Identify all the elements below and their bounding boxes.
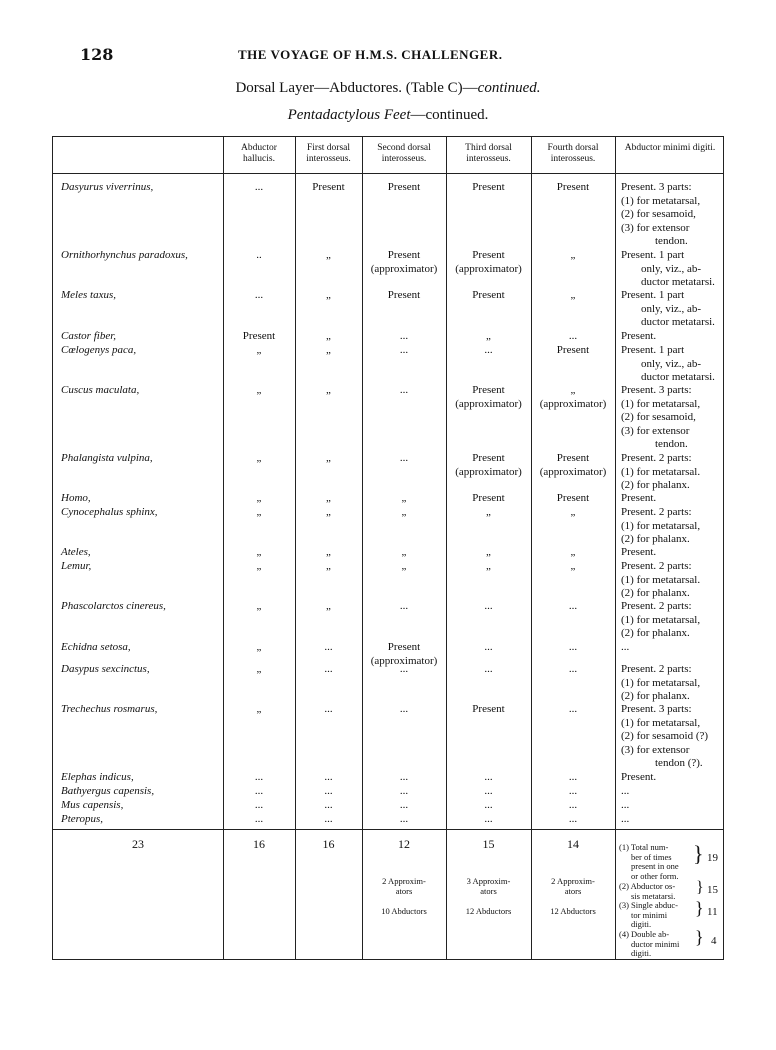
- summary-line: digiti.: [631, 919, 652, 929]
- cell-c1: Present: [242, 330, 276, 342]
- cell-c1: ...: [254, 771, 264, 783]
- column-header-abductor-hallucis: Abductor hallucis.: [241, 143, 277, 164]
- brace-icon: }: [695, 898, 704, 918]
- summary-line: sis metatarsi.: [631, 890, 676, 901]
- summary-line: or other form.: [631, 870, 679, 881]
- species-name: Lemur,: [61, 560, 92, 572]
- species-name: Cuscus maculata,: [61, 384, 140, 396]
- cell-c1: „: [256, 703, 262, 715]
- header-rule: [53, 173, 723, 174]
- species-name: Pteropus,: [61, 813, 104, 825]
- cell-line: Present. 2 parts:: [621, 663, 692, 675]
- cell-c2: „: [326, 384, 331, 396]
- table-subtitle: [0, 107, 776, 124]
- total-abductor-hallucis: 16: [253, 837, 265, 851]
- column-header-third-dorsal: Third dorsal interosseus.: [465, 143, 512, 164]
- cell-c2: ...: [324, 663, 333, 675]
- abductor-minimi-cell: [621, 452, 723, 493]
- column-divider: [615, 137, 616, 959]
- cell-line: (approximator): [539, 397, 607, 410]
- cell-c1: ...: [254, 799, 264, 811]
- summary-single-abductor: [619, 901, 699, 930]
- abductor-minimi-cell: [621, 641, 723, 655]
- summary-line: digiti.: [631, 948, 652, 958]
- cell-line: Present: [472, 384, 505, 396]
- table-title-main: Dorsal Layer—Abductores. (Table C)—: [235, 80, 478, 96]
- cell-c5: „: [570, 249, 576, 261]
- cell-c1: „: [256, 546, 262, 558]
- total-fourth-dorsal: 14: [567, 837, 579, 851]
- brace-icon: }: [696, 879, 704, 896]
- cell-line: (1) for metatarsal,: [621, 397, 701, 410]
- cell-line: Present: [472, 452, 505, 464]
- abductor-minimi-cell: [621, 289, 723, 330]
- second-dorsal-breakdown: [362, 877, 446, 917]
- cell-c5: Present: [556, 344, 590, 356]
- cell-line: (approximator): [455, 397, 522, 410]
- cell-c3: [362, 249, 446, 276]
- column-header-first-dorsal: First dorsal interosseus.: [306, 143, 351, 164]
- cell-c5: Present: [556, 181, 590, 193]
- third-dorsal-breakdown: [446, 877, 531, 917]
- species-name: Dasyurus viverrinus,: [61, 181, 154, 193]
- cell-line: only, viz., ab-: [641, 302, 702, 315]
- species-name: Phascolarctos cinereus,: [61, 600, 166, 612]
- cell-c2: „: [326, 560, 331, 572]
- cell-c4: „: [486, 330, 491, 342]
- cell-c3: ...: [399, 771, 409, 783]
- summary-double-count: 4: [711, 935, 717, 947]
- cell-line: Present. 1 part: [621, 344, 685, 356]
- cell-line: (2) for phalanx.: [621, 587, 690, 599]
- summary-line: (1) Total num-: [619, 842, 669, 852]
- cell-c4: ...: [484, 663, 493, 675]
- abductor-minimi-cell: [621, 703, 723, 771]
- cell-c2: „: [326, 506, 331, 518]
- cell-c2: ...: [324, 799, 333, 811]
- species-name: Cynocephalus sphinx,: [61, 506, 158, 518]
- fourth-dorsal-breakdown: [531, 877, 615, 917]
- abductor-minimi-cell: [621, 799, 723, 813]
- cell-line: Present.: [621, 546, 657, 558]
- cell-c1: „: [256, 506, 262, 518]
- cell-c3: „: [401, 492, 407, 504]
- cell-c3: „: [401, 506, 407, 518]
- total-species: 23: [132, 837, 144, 851]
- cell-c4: Present: [472, 703, 505, 715]
- cell-c5: „: [570, 560, 576, 572]
- total-second-dorsal: 12: [398, 837, 410, 851]
- summary-total-count: 19: [707, 852, 718, 864]
- abductor-minimi-cell: [621, 560, 723, 601]
- cell-c3: ...: [399, 384, 409, 396]
- cell-line: (1) for metatarsal,: [621, 194, 701, 207]
- species-name: Castor fiber,: [61, 330, 117, 342]
- cell-c5: [531, 452, 615, 479]
- summary-abductor-ossis: [619, 882, 699, 901]
- abductor-minimi-cell: [621, 785, 723, 799]
- cell-c3: ...: [399, 344, 409, 356]
- cell-c2: „: [326, 330, 331, 342]
- cell-line: only, viz., ab-: [641, 262, 702, 275]
- cell-line: ductor metatarsi.: [641, 371, 715, 383]
- species-name: Ornithorhynchus paradoxus,: [61, 249, 188, 261]
- cell-line: (2) for sesamoid,: [621, 208, 696, 220]
- species-name: Cœlogenys paca,: [61, 344, 137, 356]
- cell-c3: Present: [387, 289, 421, 301]
- table-subtitle-rest: —continued.: [410, 107, 489, 123]
- abductor-minimi-cell: [621, 771, 723, 785]
- cell-c3: ...: [399, 663, 409, 675]
- cell-c4: „: [486, 560, 491, 572]
- summary-line: ductor minimi: [631, 938, 680, 949]
- summary-abductor-ossis-count: 15: [707, 884, 718, 896]
- cell-c5: ...: [568, 799, 578, 811]
- species-name: Echidna setosa,: [61, 641, 131, 653]
- cell-c3: ...: [399, 799, 409, 811]
- cell-c5: ...: [568, 663, 578, 675]
- cell-c4: ...: [484, 600, 493, 612]
- cell-c1: „: [256, 452, 262, 464]
- cell-c5: Present: [556, 492, 590, 504]
- cell-c5: ...: [568, 703, 578, 715]
- summary-line: (2) Abductor os-: [619, 881, 676, 891]
- cell-line: (approximator): [455, 262, 522, 275]
- cell-c4: „: [486, 506, 491, 518]
- cell-line: (2) for phalanx.: [621, 627, 690, 639]
- page-number: 128: [80, 45, 114, 64]
- breakdown-line: ators: [564, 885, 582, 896]
- table-title: [0, 80, 776, 97]
- cell-line: (approximator): [455, 465, 522, 478]
- abductor-minimi-cell: [621, 344, 723, 385]
- cell-c4: ...: [484, 641, 493, 653]
- species-name: Dasypus sexcinctus,: [61, 663, 150, 675]
- abductor-minimi-cell: [621, 600, 723, 641]
- cell-line: (1) for metatarsal,: [621, 716, 701, 729]
- cell-c1: „: [256, 663, 262, 675]
- brace-icon: }: [693, 841, 704, 866]
- column-header-abductor-minimi: Abductor minimi digiti.: [624, 143, 716, 153]
- cell-line: (approximator): [370, 262, 438, 275]
- cell-c1: „: [256, 560, 262, 572]
- brace-icon: }: [695, 927, 704, 947]
- cell-c5: ...: [568, 600, 578, 612]
- cell-c5: „: [570, 289, 576, 301]
- cell-c4: Present: [472, 492, 505, 504]
- species-name: Phalangista vulpina,: [61, 452, 153, 464]
- cell-c5: „: [570, 506, 576, 518]
- cell-line: ...: [621, 785, 630, 797]
- cell-line: Present. 3 parts:: [621, 181, 692, 193]
- cell-c3: ...: [399, 785, 409, 797]
- summary-line: present in one: [631, 861, 679, 871]
- cell-line: Present: [556, 452, 590, 464]
- species-name: Ateles,: [61, 546, 91, 558]
- cell-line: ...: [621, 799, 630, 811]
- cell-c2: „: [326, 452, 331, 464]
- summary-single-count: 11: [707, 906, 718, 918]
- summary-line: (3) Single abduc-: [619, 900, 679, 910]
- abductor-minimi-cell: [621, 330, 723, 344]
- cell-line: (2) for phalanx.: [621, 690, 690, 702]
- species-name: Bathyergus capensis,: [61, 785, 155, 797]
- cell-c1: ...: [254, 813, 264, 825]
- summary-double-abductor: [619, 930, 699, 959]
- abductor-minimi-cell: [621, 384, 723, 452]
- cell-line: (1) for metatarsal,: [621, 613, 701, 626]
- cell-c3: Present: [387, 181, 421, 193]
- species-name: Elephas indicus,: [61, 771, 134, 783]
- cell-line: (2) for phalanx.: [621, 479, 690, 491]
- breakdown-line: 2 Approxim-: [382, 876, 426, 886]
- cell-c1: ...: [254, 785, 264, 797]
- cell-c1: „: [256, 600, 262, 612]
- cell-c1: ...: [254, 289, 264, 301]
- cell-line: ductor metatarsi.: [641, 316, 715, 328]
- cell-c5: ...: [568, 771, 578, 783]
- cell-line: tendon.: [655, 438, 688, 450]
- cell-line: ...: [621, 641, 630, 653]
- cell-c4: [446, 452, 531, 479]
- summary-line: (4) Double ab-: [619, 929, 670, 939]
- species-name: Mus capensis,: [61, 799, 124, 811]
- cell-c2: „: [326, 289, 331, 301]
- cell-line: tendon (?).: [655, 757, 703, 769]
- cell-c2: ...: [324, 785, 333, 797]
- cell-c4: „: [486, 546, 491, 558]
- cell-line: (1) for metatarsal,: [621, 676, 701, 689]
- abductor-minimi-cell: [621, 813, 723, 827]
- cell-line: Present.: [621, 771, 657, 783]
- cell-line: (approximator): [370, 654, 438, 667]
- cell-c1: ...: [254, 181, 264, 193]
- cell-line: Present. 1 part: [621, 289, 685, 301]
- cell-line: Present. 3 parts:: [621, 384, 692, 396]
- cell-line: Present. 3 parts:: [621, 703, 692, 715]
- species-name: Trechechus rosmarus,: [61, 703, 158, 715]
- running-title: THE VOYAGE OF H.M.S. CHALLENGER.: [238, 47, 503, 62]
- breakdown-line: 12 Abductors: [550, 906, 596, 916]
- species-name: Meles taxus,: [61, 289, 116, 301]
- cell-c5: ...: [568, 641, 578, 653]
- abductor-minimi-cell: [621, 249, 723, 290]
- breakdown-line: 10 Abductors: [381, 906, 427, 916]
- breakdown-line: 2 Approxim-: [551, 876, 595, 886]
- cell-c2: „: [326, 344, 331, 356]
- cell-line: Present: [472, 249, 505, 261]
- cell-line: Present. 1 part: [621, 249, 685, 261]
- cell-c3: ...: [399, 813, 409, 825]
- cell-c1: „: [256, 492, 262, 504]
- cell-line: (approximator): [539, 465, 607, 478]
- cell-c4: [446, 249, 531, 276]
- cell-c2: ...: [324, 703, 333, 715]
- cell-c2: ...: [324, 771, 333, 783]
- cell-line: (3) for extensor: [621, 743, 690, 756]
- breakdown-line: 3 Approxim-: [466, 876, 511, 886]
- cell-line: only, viz., ab-: [641, 357, 702, 370]
- cell-line: „: [570, 384, 576, 396]
- cell-c4: ...: [484, 344, 493, 356]
- abductor-minimi-cell: [621, 546, 723, 560]
- cell-c1: „: [256, 344, 262, 356]
- cell-c4: ...: [484, 813, 493, 825]
- cell-c1: ..: [256, 249, 262, 261]
- cell-line: Present: [387, 641, 421, 653]
- cell-line: ...: [621, 813, 630, 825]
- cell-c3: ...: [399, 452, 409, 464]
- cell-c2: „: [326, 492, 331, 504]
- cell-line: Present. 2 parts:: [621, 560, 692, 572]
- cell-c4: ...: [484, 799, 493, 811]
- cell-c1: „: [256, 384, 262, 396]
- table-title-continued: continued.: [477, 80, 541, 96]
- cell-c5: „: [570, 546, 576, 558]
- cell-line: (2) for sesamoid (?): [621, 730, 709, 742]
- cell-c5: ...: [568, 330, 578, 342]
- summary-total-present: [619, 843, 699, 881]
- cell-c4: ...: [484, 771, 493, 783]
- species-name: Homo,: [61, 492, 91, 504]
- cell-line: Present: [387, 249, 421, 261]
- cell-line: (3) for extensor: [621, 221, 690, 234]
- cell-c1: „: [256, 641, 262, 653]
- totals-rule: [53, 829, 723, 830]
- cell-c3: ...: [399, 703, 409, 715]
- summary-line: ber of times: [631, 851, 672, 862]
- cell-c4: [446, 384, 531, 411]
- cell-line: tendon.: [655, 235, 688, 247]
- cell-c5: ...: [568, 785, 578, 797]
- cell-line: Present.: [621, 492, 657, 504]
- breakdown-line: ators: [480, 885, 497, 896]
- breakdown-line: ators: [395, 885, 413, 896]
- column-header-fourth-dorsal: Fourth dorsal interosseus.: [547, 143, 599, 164]
- abductor-minimi-cell: [621, 181, 723, 249]
- cell-line: (1) for metatarsal.: [621, 573, 701, 586]
- cell-line: (1) for metatarsal,: [621, 519, 701, 532]
- column-header-second-dorsal: Second dorsal interosseus.: [377, 143, 431, 164]
- table-subtitle-italic: Pentadactylous Feet: [287, 107, 411, 123]
- cell-c3: ...: [399, 330, 409, 342]
- cell-c5: ...: [568, 813, 578, 825]
- cell-c2: „: [326, 600, 331, 612]
- summary-line: tor minimi: [631, 909, 668, 920]
- cell-line: (2) for phalanx.: [621, 533, 690, 545]
- abductor-minimi-cell: [621, 663, 723, 704]
- total-first-dorsal: 16: [322, 837, 335, 851]
- cell-line: Present. 2 parts:: [621, 452, 692, 464]
- cell-line: Present.: [621, 330, 657, 342]
- cell-c4: ...: [484, 785, 493, 797]
- cell-c2: ...: [324, 641, 333, 653]
- cell-c2: Present: [312, 181, 345, 193]
- cell-c4: Present: [472, 181, 505, 193]
- cell-line: (1) for metatarsal.: [621, 465, 701, 478]
- data-table: [52, 136, 724, 960]
- cell-line: (3) for extensor: [621, 424, 690, 437]
- cell-c4: Present: [472, 289, 505, 301]
- cell-line: ductor metatarsi.: [641, 276, 715, 288]
- cell-c2: ...: [324, 813, 333, 825]
- cell-c2: „: [326, 546, 331, 558]
- cell-c3: ...: [399, 600, 409, 612]
- total-third-dorsal: 15: [482, 837, 495, 851]
- cell-line: (2) for sesamoid,: [621, 411, 696, 423]
- cell-c5: [531, 384, 615, 411]
- cell-line: Present. 2 parts:: [621, 506, 692, 518]
- abductor-minimi-cell: [621, 506, 723, 547]
- abductor-minimi-cell: [621, 492, 723, 506]
- breakdown-line: 12 Abductors: [465, 906, 512, 916]
- cell-line: Present. 2 parts:: [621, 600, 692, 612]
- cell-c3: „: [401, 546, 407, 558]
- cell-c3: „: [401, 560, 407, 572]
- cell-c2: „: [326, 249, 331, 261]
